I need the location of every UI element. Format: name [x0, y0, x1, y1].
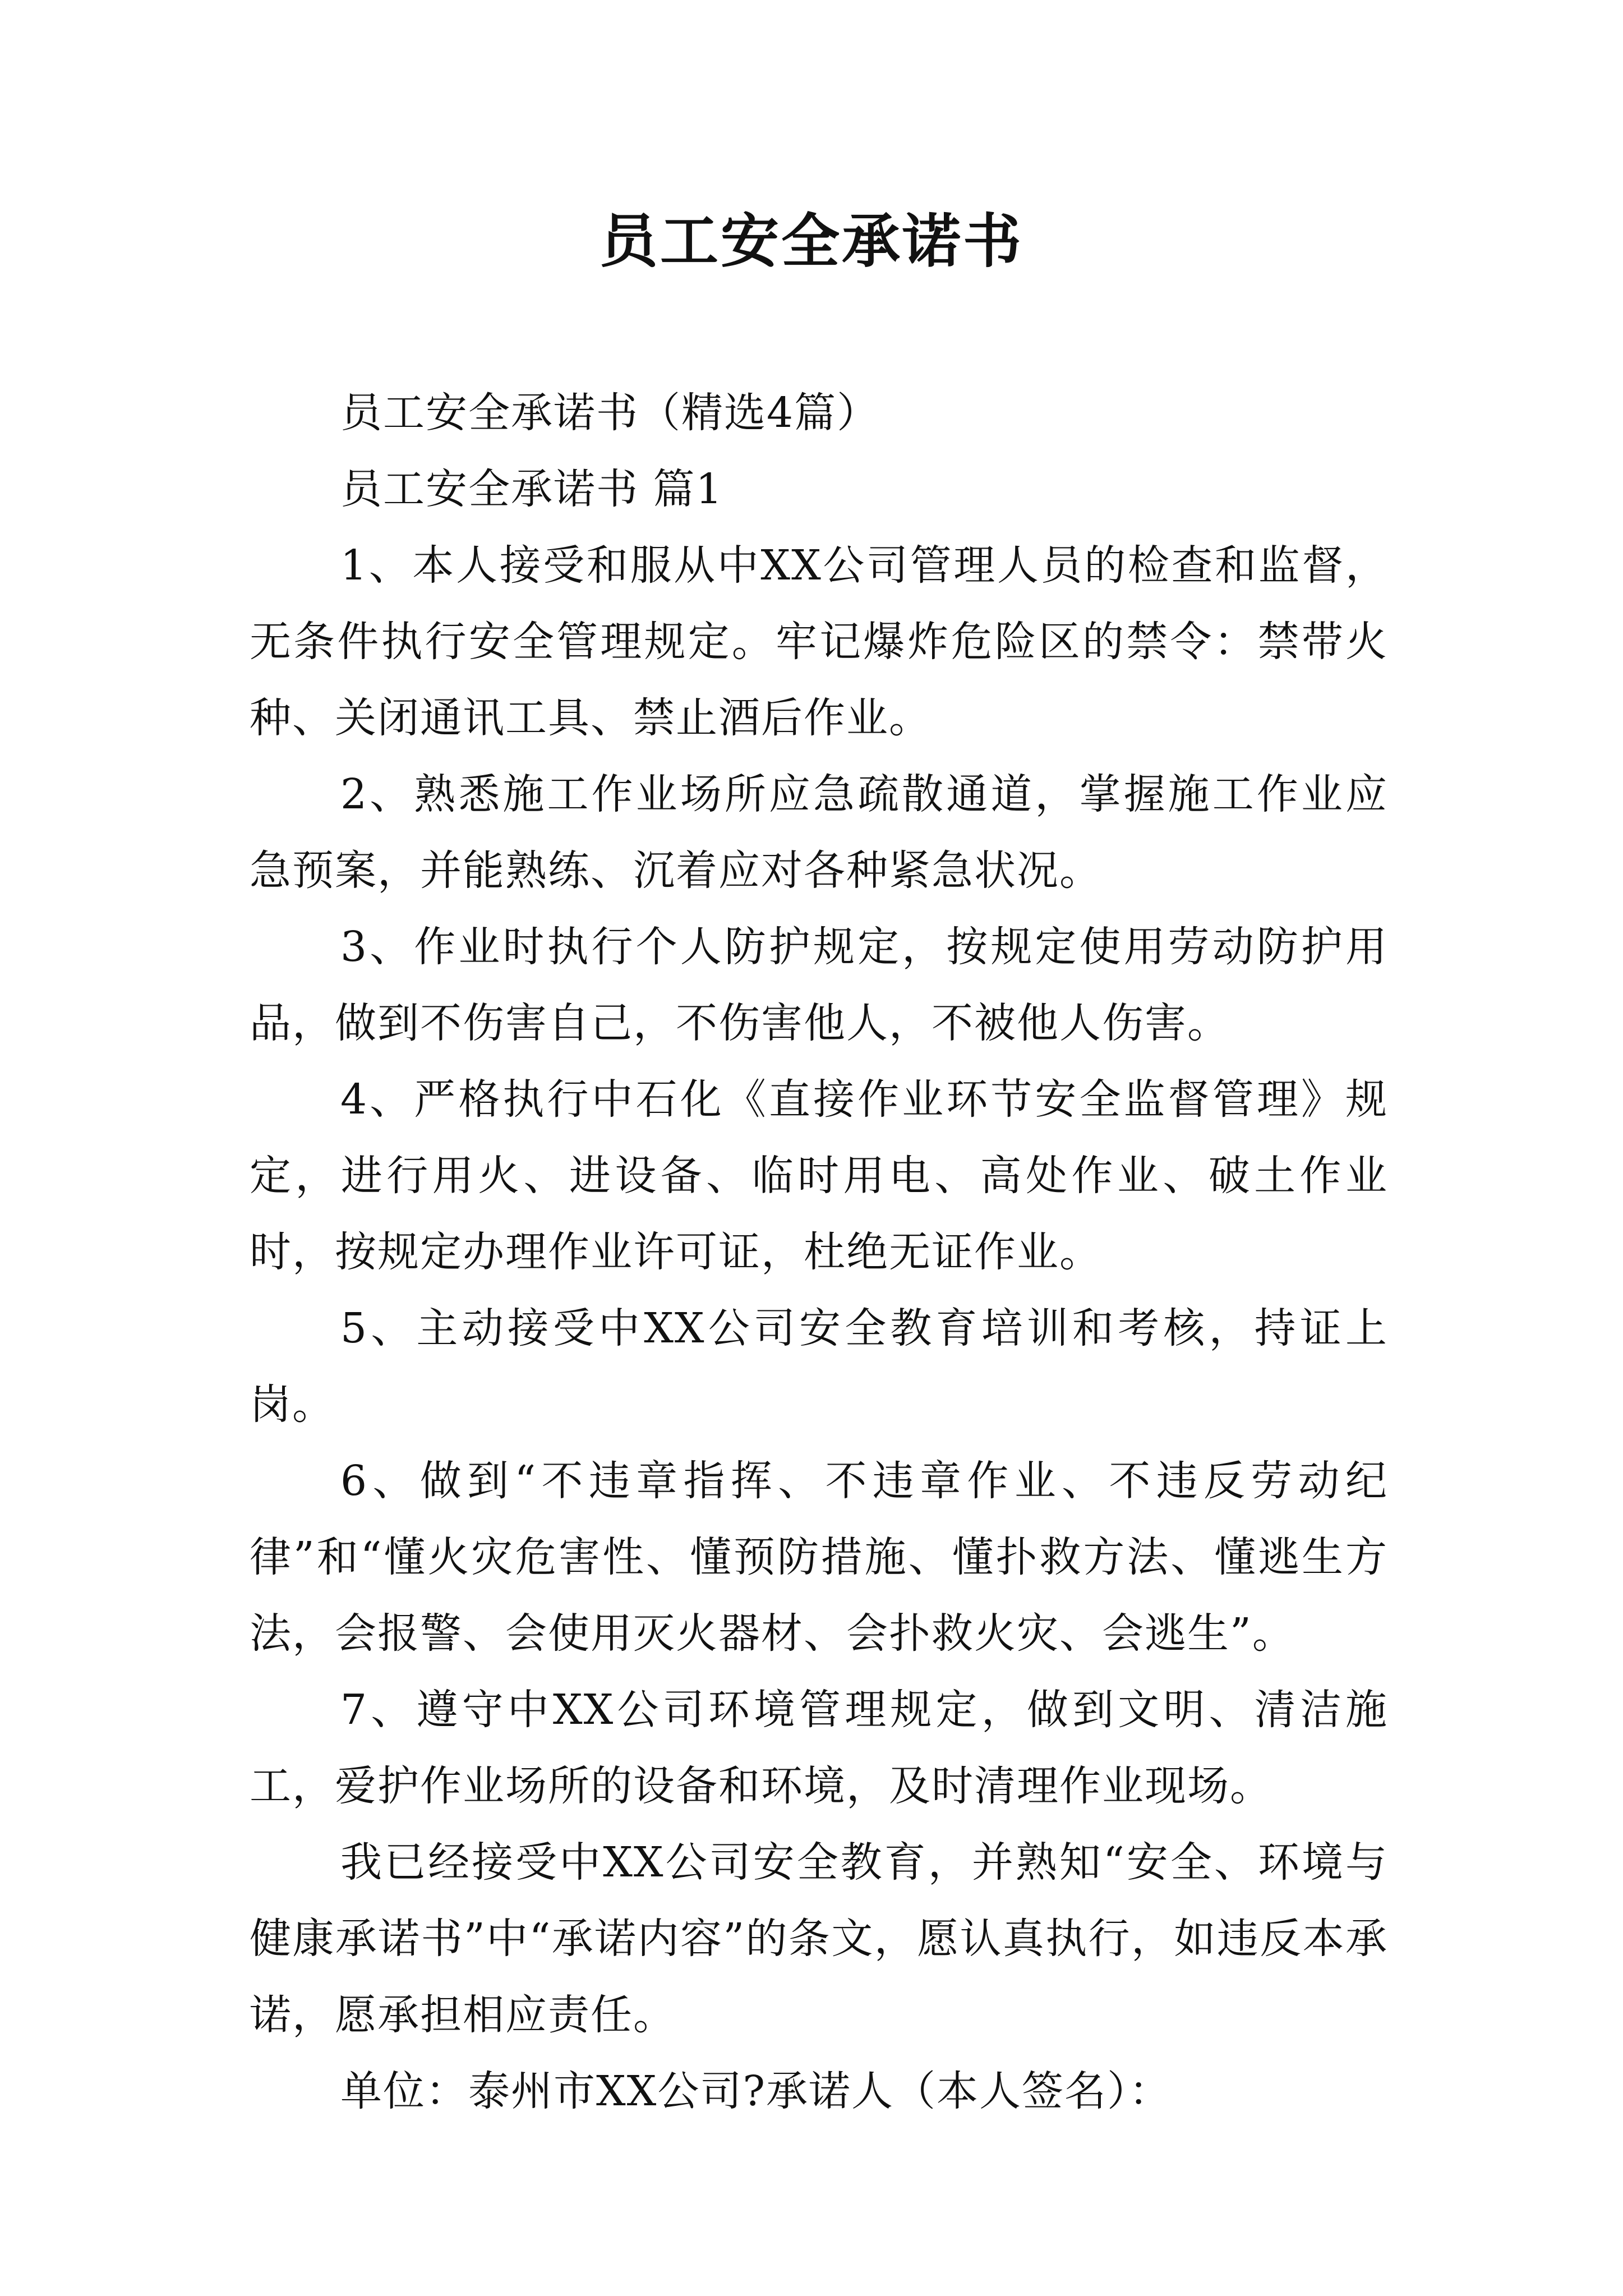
commitment-item-3: 3、作业时执行个人防护规定，按规定使用劳动防护用品，做到不伤害自己，不伤害他人，不被他人伤害。 [250, 923, 1388, 1047]
acknowledgement-paragraph: 我已经接受中XX公司安全教育，并熟知“安全、环境与健康承诺书”中“承诺内容”的条文，愿认真执行，如违反本承诺，愿承担相应责任。 [250, 1838, 1388, 2039]
commitment-item-1: 1、本人接受和服从中XX公司管理人员的检查和监督，无条件执行安全管理规定。牢记爆炸危险区的禁令：禁带火种、关闭通讯工具、禁止酒后作业。 [250, 541, 1388, 742]
collection-subtitle: 员工安全承诺书（精选4篇） [340, 389, 880, 437]
commitment-item-2: 2、熟悉施工作业场所应急疏散通道，掌握施工作业应急预案，并能熟练、沉着应对各种紧急状况。 [250, 770, 1388, 895]
document-body [250, 375, 1388, 2129]
commitment-item-5: 5、主动接受中XX公司安全教育培训和考核，持证上岗。 [250, 1304, 1388, 1429]
commitment-item-7: 7、遵守中XX公司环境管理规定，做到文明、清洁施工，爱护作业场所的设备和环境，及时清理作业现场。 [250, 1686, 1388, 1810]
section-heading: 员工安全承诺书 篇1 [340, 465, 723, 513]
commitment-item-4: 4、严格执行中石化《直接作业环节安全监督管理》规定，进行用火、进设备、临时用电、高处作业、破土作业时，按规定办理作业许可证，杜绝无证作业。 [250, 1075, 1388, 1276]
document-title: 员工安全承诺书 [599, 206, 1023, 275]
commitment-item-6: 6、做到“不违章指挥、不违章作业、不违反劳动纪律”和“懂火灾危害性、懂预防措施、懂扑救方法、懂逃生方法，会报警、会使用灭火器材、会扑救火灾、会逃生”。 [250, 1457, 1388, 1658]
signature-line: 单位：泰州市XX公司?承诺人（本人签名）： [340, 2067, 1172, 2115]
